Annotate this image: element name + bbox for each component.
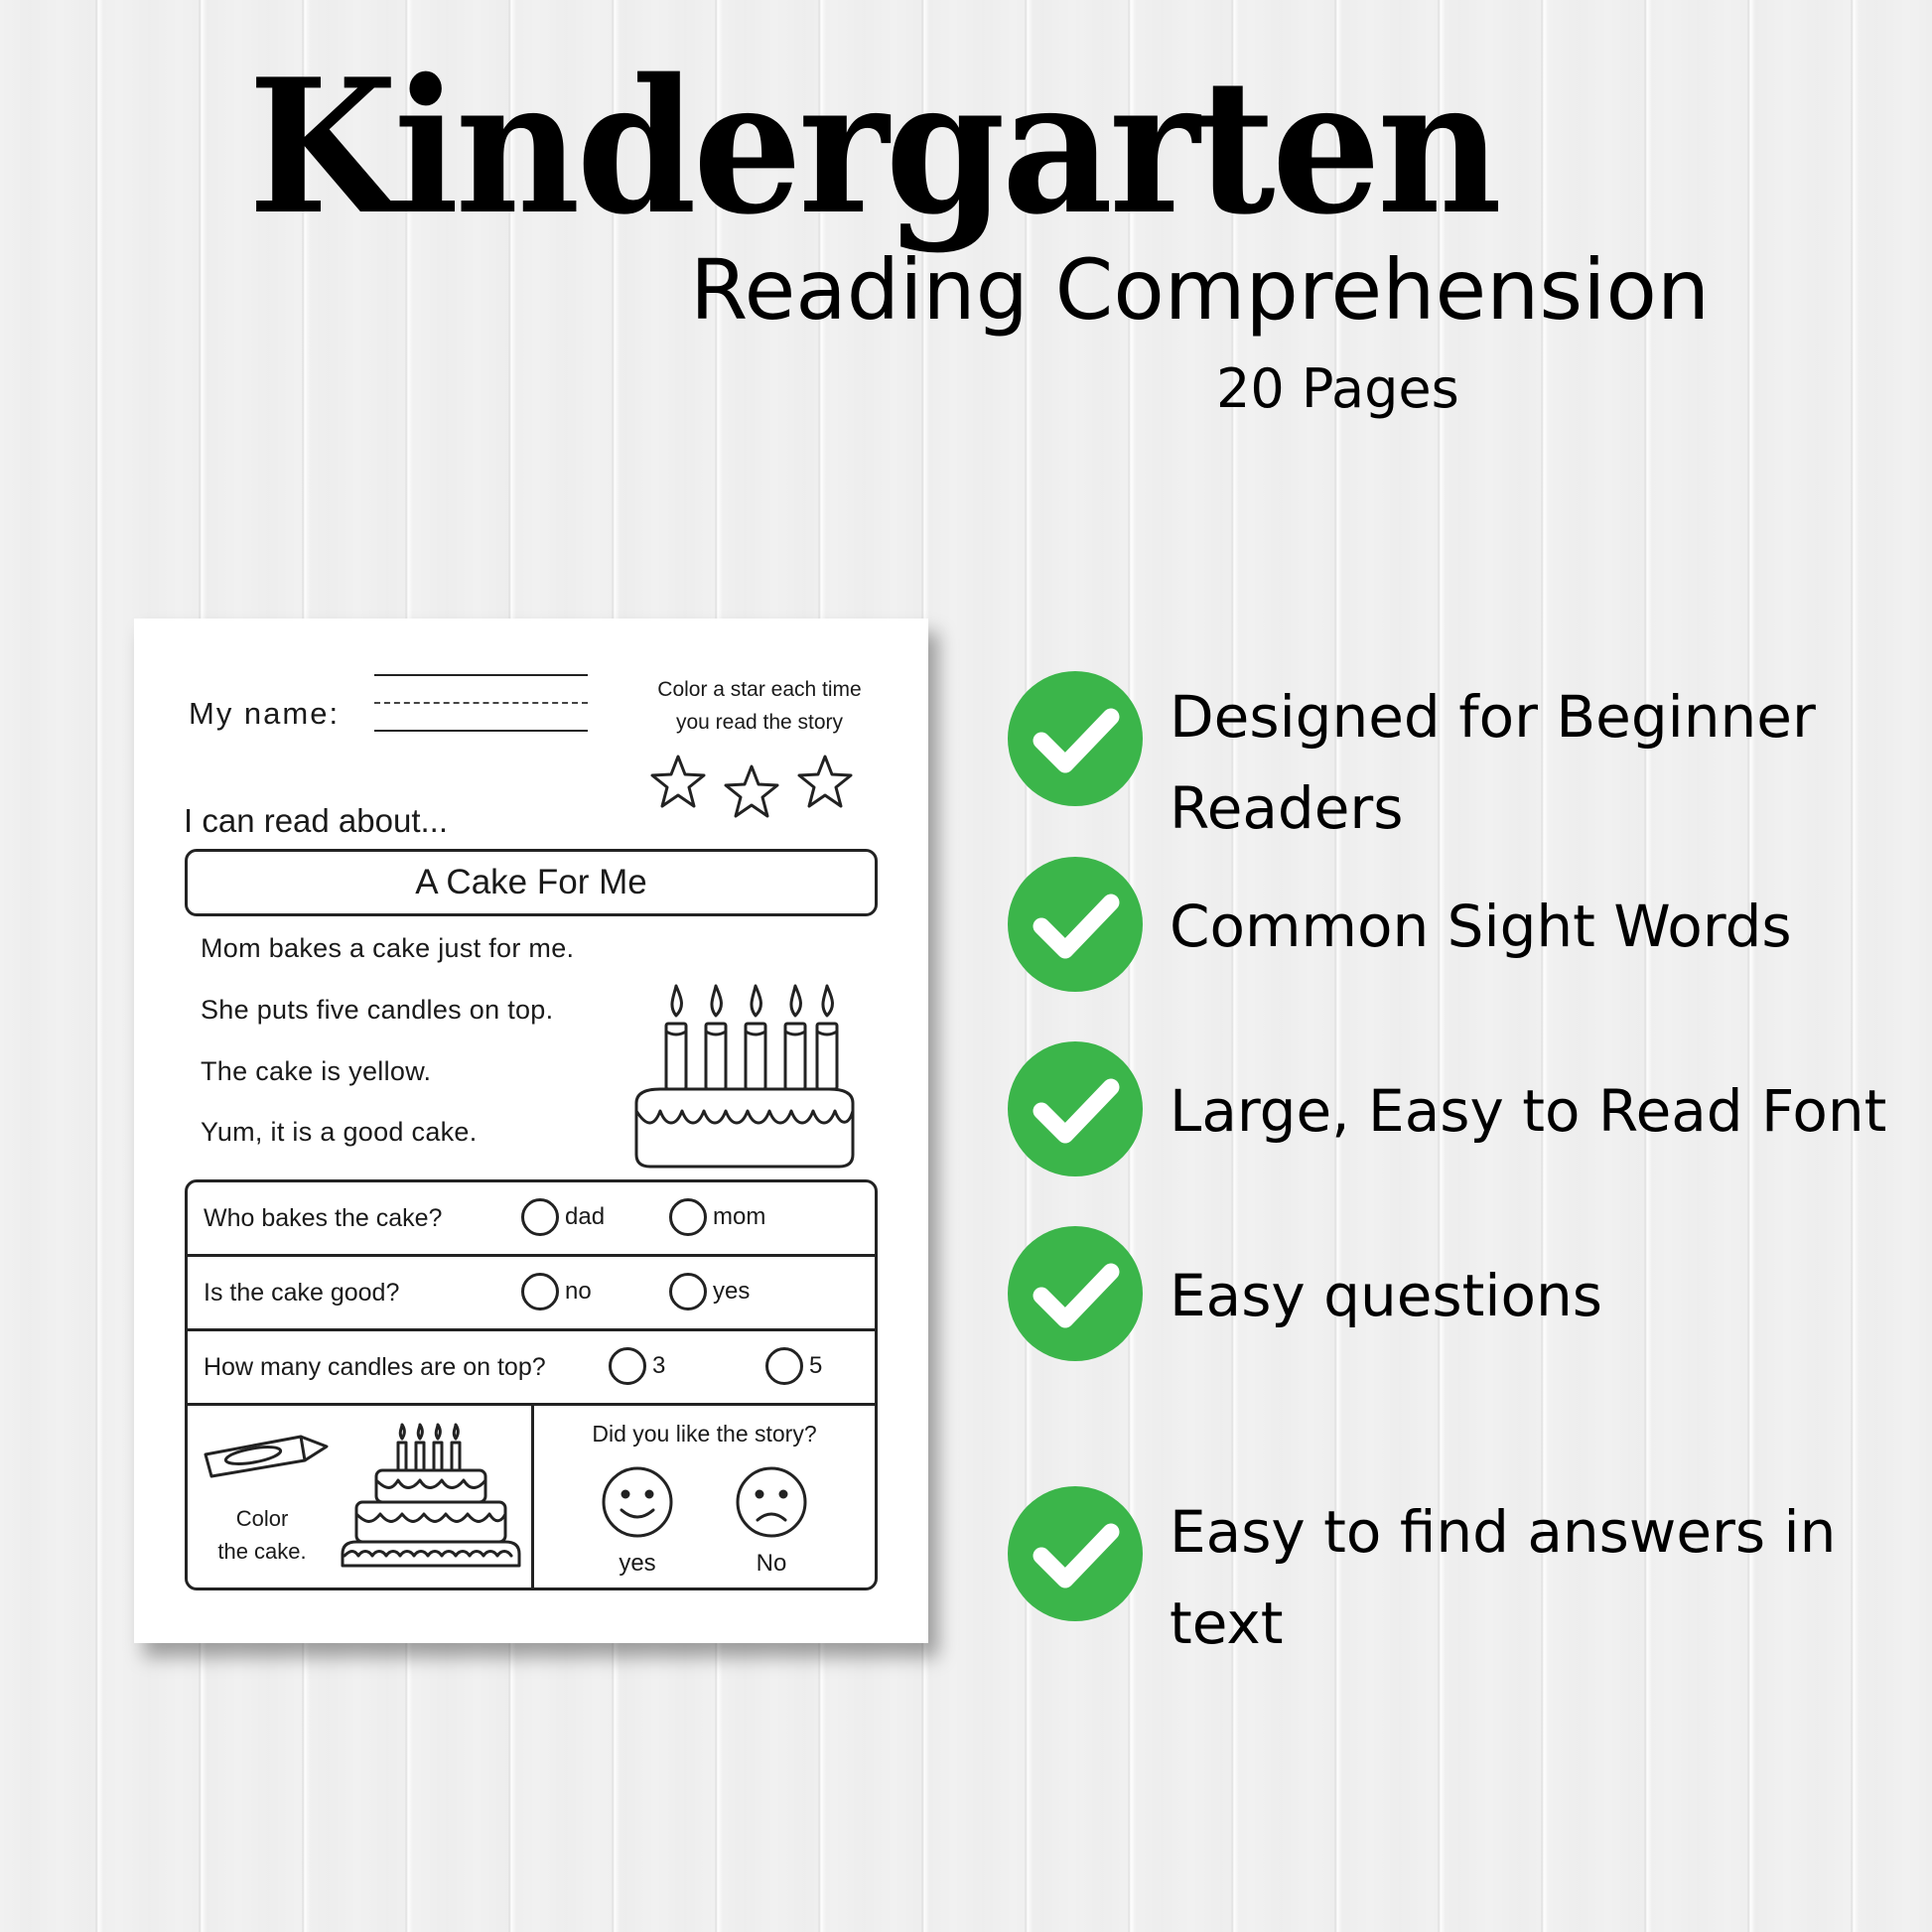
quiz-table [185,1179,878,1590]
answer-label: 3 [652,1352,666,1379]
color-instruction [207,1502,317,1568]
feature-text: Large, Easy to Read Font [1170,1077,1887,1145]
answer-label: dad [565,1203,606,1230]
question-row [188,1331,875,1406]
color-label-line-1: Color [235,1506,289,1531]
name-line-top [374,674,588,676]
question-row [188,1182,875,1257]
star-icon [726,766,777,816]
color-the-cake-panel [188,1403,534,1587]
feature-text: Common Sight Words [1170,893,1792,960]
story-rating-panel [534,1403,875,1587]
star-icon [799,757,851,806]
happy-face-icon[interactable] [600,1464,675,1540]
reading-stars [648,753,877,822]
feature-text: Easy questions [1170,1262,1602,1329]
story-title-box [185,849,878,916]
answer-option[interactable] [521,1198,605,1236]
radio-circle-icon[interactable] [669,1273,707,1311]
question-row [188,1257,875,1331]
star-note-line-1: Color a star each time [657,678,862,701]
answer-option[interactable] [669,1273,750,1311]
check-circle-icon [1008,1041,1143,1176]
radio-circle-icon[interactable] [669,1198,707,1236]
answer-option[interactable] [521,1273,592,1311]
radio-circle-icon[interactable] [521,1273,559,1311]
star-instructions [611,673,908,739]
check-circle-icon [1008,1486,1143,1621]
answer-label: no [565,1278,592,1305]
feature-text: Easy to find answers in text [1170,1498,1837,1657]
like-question: Did you like the story? [592,1421,817,1447]
story-line: Yum, it is a good cake. [201,1117,478,1147]
page-title: Kindergarten [248,38,1499,255]
answer-option[interactable] [609,1347,665,1385]
check-circle-icon [1008,1226,1143,1361]
page-count: 20 Pages [1216,357,1459,420]
check-circle-icon [1008,857,1143,992]
story-title: A Cake For Me [415,863,647,901]
like-no-label: No [756,1550,787,1577]
radio-circle-icon[interactable] [609,1347,646,1385]
star-icon [652,757,704,806]
feature-text: Designed for Beginner Readers [1170,683,1816,842]
name-line-middle [374,702,588,704]
answer-label: yes [713,1278,751,1305]
question-text: Who bakes the cake? [204,1204,443,1232]
intro-text: I can read about... [184,802,449,839]
page-subtitle: Reading Comprehension [690,241,1711,339]
answer-option[interactable] [765,1347,822,1385]
question-text: How many candles are on top? [204,1353,546,1381]
star-note-line-2: you read the story [675,711,844,734]
name-label: My name: [189,696,341,731]
answer-label: mom [713,1203,766,1230]
story-line: Mom bakes a cake just for me. [201,933,575,963]
story-line: The cake is yellow. [201,1056,432,1086]
birthday-cake-icon [630,976,859,1174]
layer-cake-icon [337,1423,525,1582]
sad-face-icon[interactable] [734,1464,809,1540]
crayon-icon [202,1425,331,1484]
radio-circle-icon[interactable] [521,1198,559,1236]
question-text: Is the cake good? [204,1279,400,1307]
name-line-bottom [374,730,588,732]
radio-circle-icon[interactable] [765,1347,803,1385]
story-line: She puts five candles on top. [201,995,554,1025]
answer-label: 5 [809,1352,823,1379]
color-label-line-2: the cake. [217,1539,307,1564]
check-circle-icon [1008,671,1143,806]
like-yes-label: yes [619,1550,656,1577]
answer-option[interactable] [669,1198,765,1236]
worksheet-preview [134,619,928,1643]
